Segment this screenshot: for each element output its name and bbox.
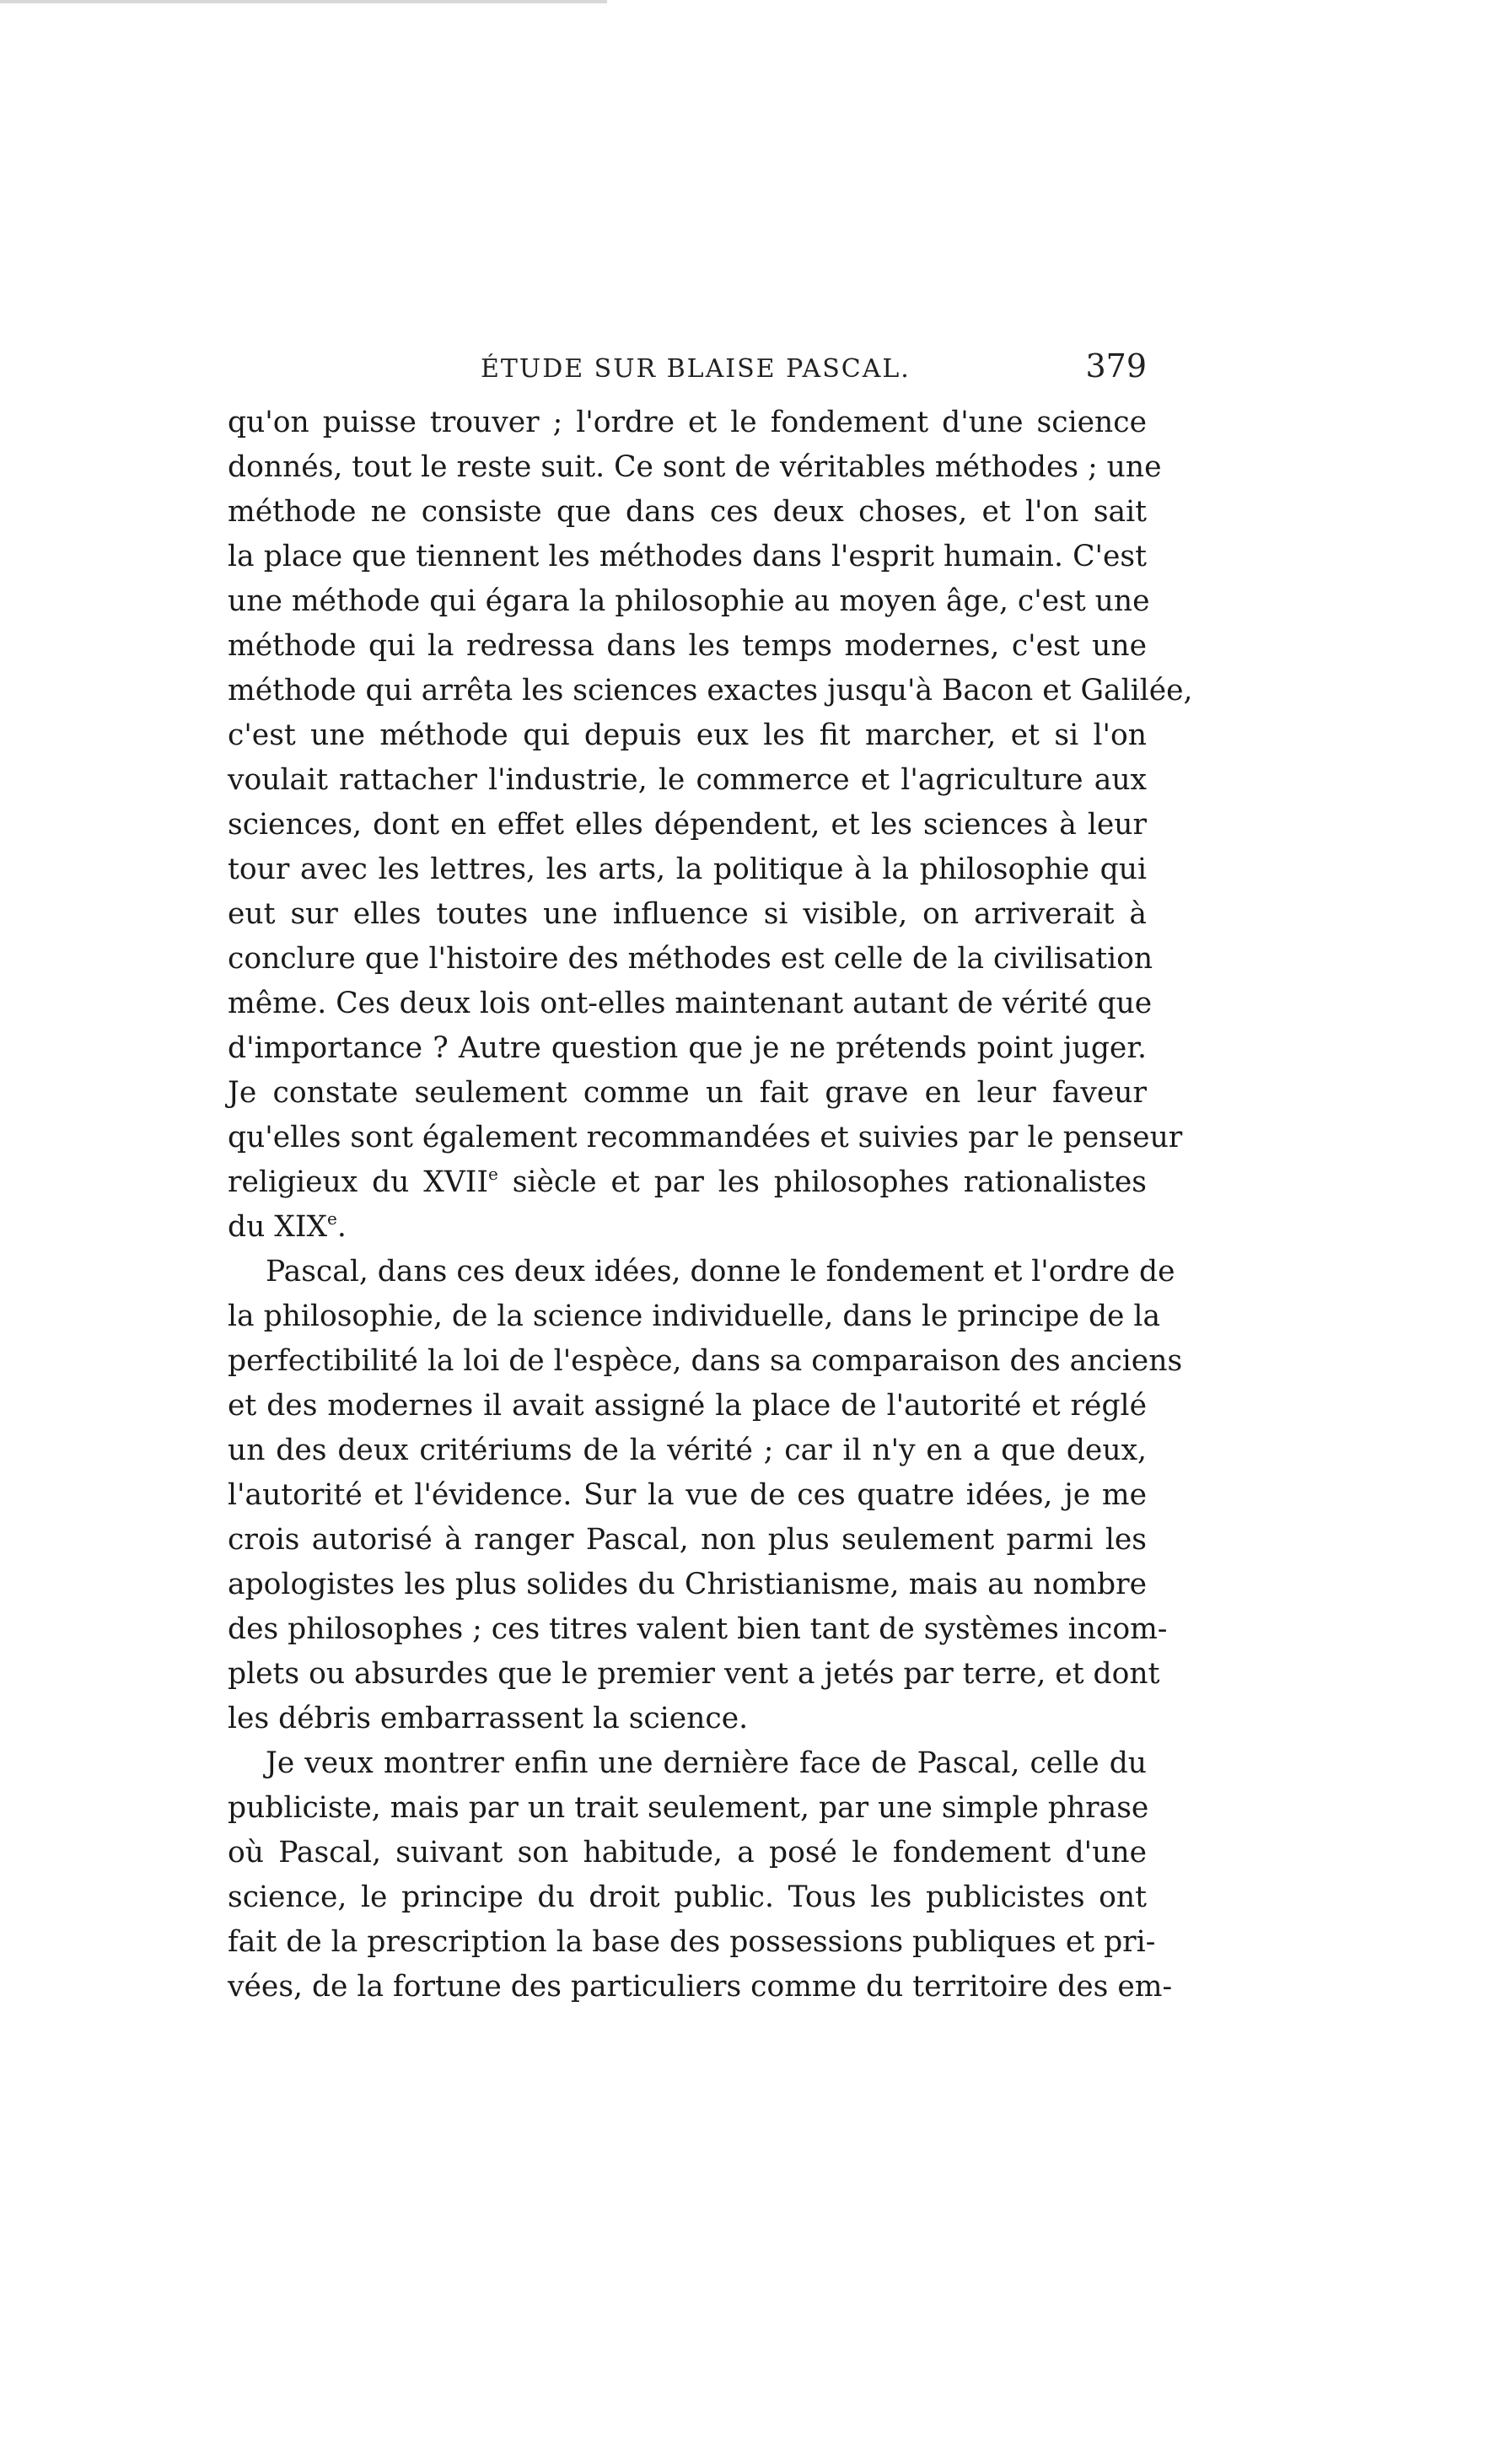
text-line: Je veux montrer enfin une dernière face de Pascal, celle du xyxy=(266,1746,1147,1780)
text-line: plets ou absurdes que le premier vent a jetés par terre, et dont xyxy=(228,1657,1160,1691)
text-line: publiciste, mais par un trait seulement, par une simple phrase xyxy=(228,1791,1149,1825)
text-line: les débris embarrassent la science. xyxy=(228,1702,749,1735)
text-line: méthode qui la redressa dans les temps modernes, c'est une xyxy=(228,629,1147,663)
text-line: conclure que l'histoire des méthodes est celle de la civilisation xyxy=(228,942,1153,976)
text-line: c'est une méthode qui depuis eux les fit marcher, et si l'on xyxy=(228,718,1147,752)
text-line: apologistes les plus solides du Christianisme, mais au nombre xyxy=(228,1568,1147,1601)
text-line: méthode qui arrêta les sciences exactes jusqu'à Bacon et Galilée, xyxy=(228,674,1193,707)
body-text xyxy=(228,401,1193,2009)
paragraph-3 xyxy=(228,1741,1173,2009)
text-line: donnés, tout le reste suit. Ce sont de véritables méthodes ; une xyxy=(228,450,1162,484)
text-line: perfectibilité la loi de l'espèce, dans sa comparaison des anciens xyxy=(228,1344,1183,1378)
text-line: d'importance ? Autre question que je ne prétends point juger. xyxy=(228,1031,1147,1065)
text-line: science, le principe du droit public. Tous les publicistes ont xyxy=(228,1880,1147,1914)
text-line: des philosophes ; ces titres valent bien tant de systèmes incom- xyxy=(228,1612,1168,1646)
paragraph-2 xyxy=(228,1250,1183,1741)
text-line: Pascal, dans ces deux idées, donne le fondement et l'ordre de xyxy=(266,1255,1175,1288)
text-line: la philosophie, de la science individuelle, dans le principe de la xyxy=(228,1299,1161,1333)
text-line: l'autorité et l'évidence. Sur la vue de ces quatre idées, je me xyxy=(228,1478,1147,1512)
text-line: voulait rattacher l'industrie, le commerce et l'agriculture aux xyxy=(228,763,1147,797)
text-line: la place que tiennent les méthodes dans l'esprit humain. C'est xyxy=(228,540,1147,573)
text-line: méthode ne consiste que dans ces deux choses, et l'on sait xyxy=(228,495,1147,529)
text-line: religieux du XVIIe siècle et par les philosophes rationalistes xyxy=(228,1164,1147,1199)
page-number: 379 xyxy=(1085,347,1147,385)
page-header xyxy=(228,346,1147,396)
text-line: Je constate seulement comme un fait grave en leur faveur xyxy=(228,1076,1147,1110)
running-head: ÉTUDE SUR BLAISE PASCAL. xyxy=(481,354,911,384)
text-line: tour avec les lettres, les arts, la politique à la philosophie qui xyxy=(228,853,1147,886)
paragraph-1 xyxy=(228,401,1193,1250)
scan-artifact-top xyxy=(0,0,607,3)
text-line: un des deux critériums de la vérité ; car il n'y en a que deux, xyxy=(228,1434,1147,1467)
text-line: où Pascal, suivant son habitude, a posé le fondement d'une xyxy=(228,1836,1147,1870)
text-line: eut sur elles toutes une influence si visible, on arriverait à xyxy=(228,897,1147,931)
text-line: une méthode qui égara la philosophie au moyen âge, c'est une xyxy=(228,584,1150,618)
text-line: vées, de la fortune des particuliers comme du territoire des em- xyxy=(228,1970,1173,2004)
text-line: crois autorisé à ranger Pascal, non plus seulement parmi les xyxy=(228,1523,1147,1557)
text-line: fait de la prescription la base des possessions publiques et pri- xyxy=(228,1925,1156,1959)
text-line: qu'elles sont également recommandées et suivies par le penseur xyxy=(228,1121,1183,1154)
text-line: du XIXe. xyxy=(228,1208,347,1244)
text-line: sciences, dont en effet elles dépendent, et les sciences à leur xyxy=(228,808,1147,842)
text-line: même. Ces deux lois ont-elles maintenant autant de vérité que xyxy=(228,987,1153,1020)
text-line: et des modernes il avait assigné la place de l'autorité et réglé xyxy=(228,1389,1147,1423)
text-line: qu'on puisse trouver ; l'ordre et le fondement d'une science xyxy=(228,406,1147,439)
